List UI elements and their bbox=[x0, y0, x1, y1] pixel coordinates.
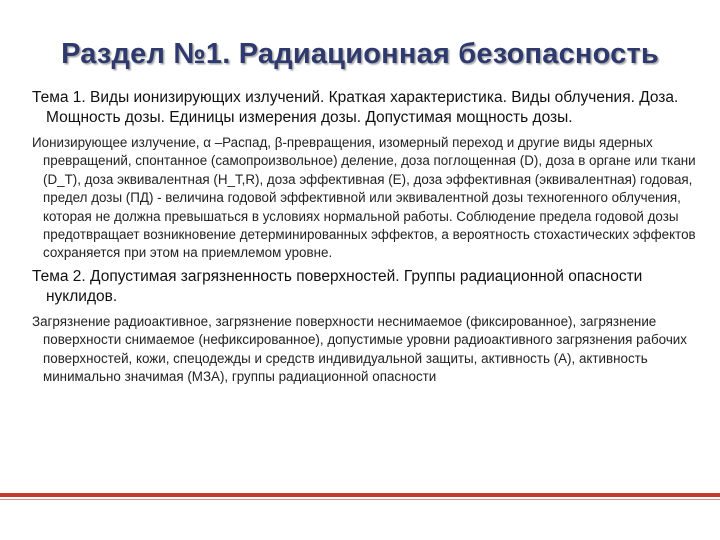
footer-thin-line bbox=[0, 499, 720, 500]
slide-title: Раздел №1. Радиационная безопасность bbox=[61, 38, 659, 70]
slide-content bbox=[32, 88, 712, 390]
topic-2-body: Загрязнение радиоактивное, загрязнение поверхности неснимаемое (фиксированное), загрязнение поверхности снимаемое (нефиксированное), допустимые уровни радиоактивного загрязнения рабочих поверхностей, кожи, спецодежды и средств индивидуальной защиты, активность (А), активность минимально значимая (МЗА), группы радиационной опасности bbox=[32, 313, 687, 385]
footer-accent-line bbox=[0, 493, 720, 497]
topic-1-body: Ионизирующее излучение, α –Распад, β-превращения, изомерный переход и другие виды ядерных превращений, спонтанное (самопроизвольное) деление, доза поглощенная (D), доза в органе или ткани (D_T), доза эквивалентная (H_T,R), доза эффективная (E), доза эффективная (эквивалентная) годовая, предел дозы (ПД) - величина годовой эффективной или эквивалентной дозы техногенного облучения, которая не должна превышаться в условиях нормальной работы. Соблюдение предела годовой дозы предотвращает возникновение детерминированных эффектов, а вероятность стохастических эффектов сохраняется при этом на приемлемом уровне. bbox=[32, 135, 696, 261]
topic-1-heading: Тема 1. Виды ионизирующих излучений. Краткая характеристика. Виды облучения. Доза. Мощность дозы. Единицы измерения дозы. Допустимая мощность дозы. bbox=[32, 89, 679, 126]
topic-2-heading: Тема 2. Допустимая загрязненность поверхностей. Группы радиационной опасности нуклидов. bbox=[32, 267, 643, 305]
